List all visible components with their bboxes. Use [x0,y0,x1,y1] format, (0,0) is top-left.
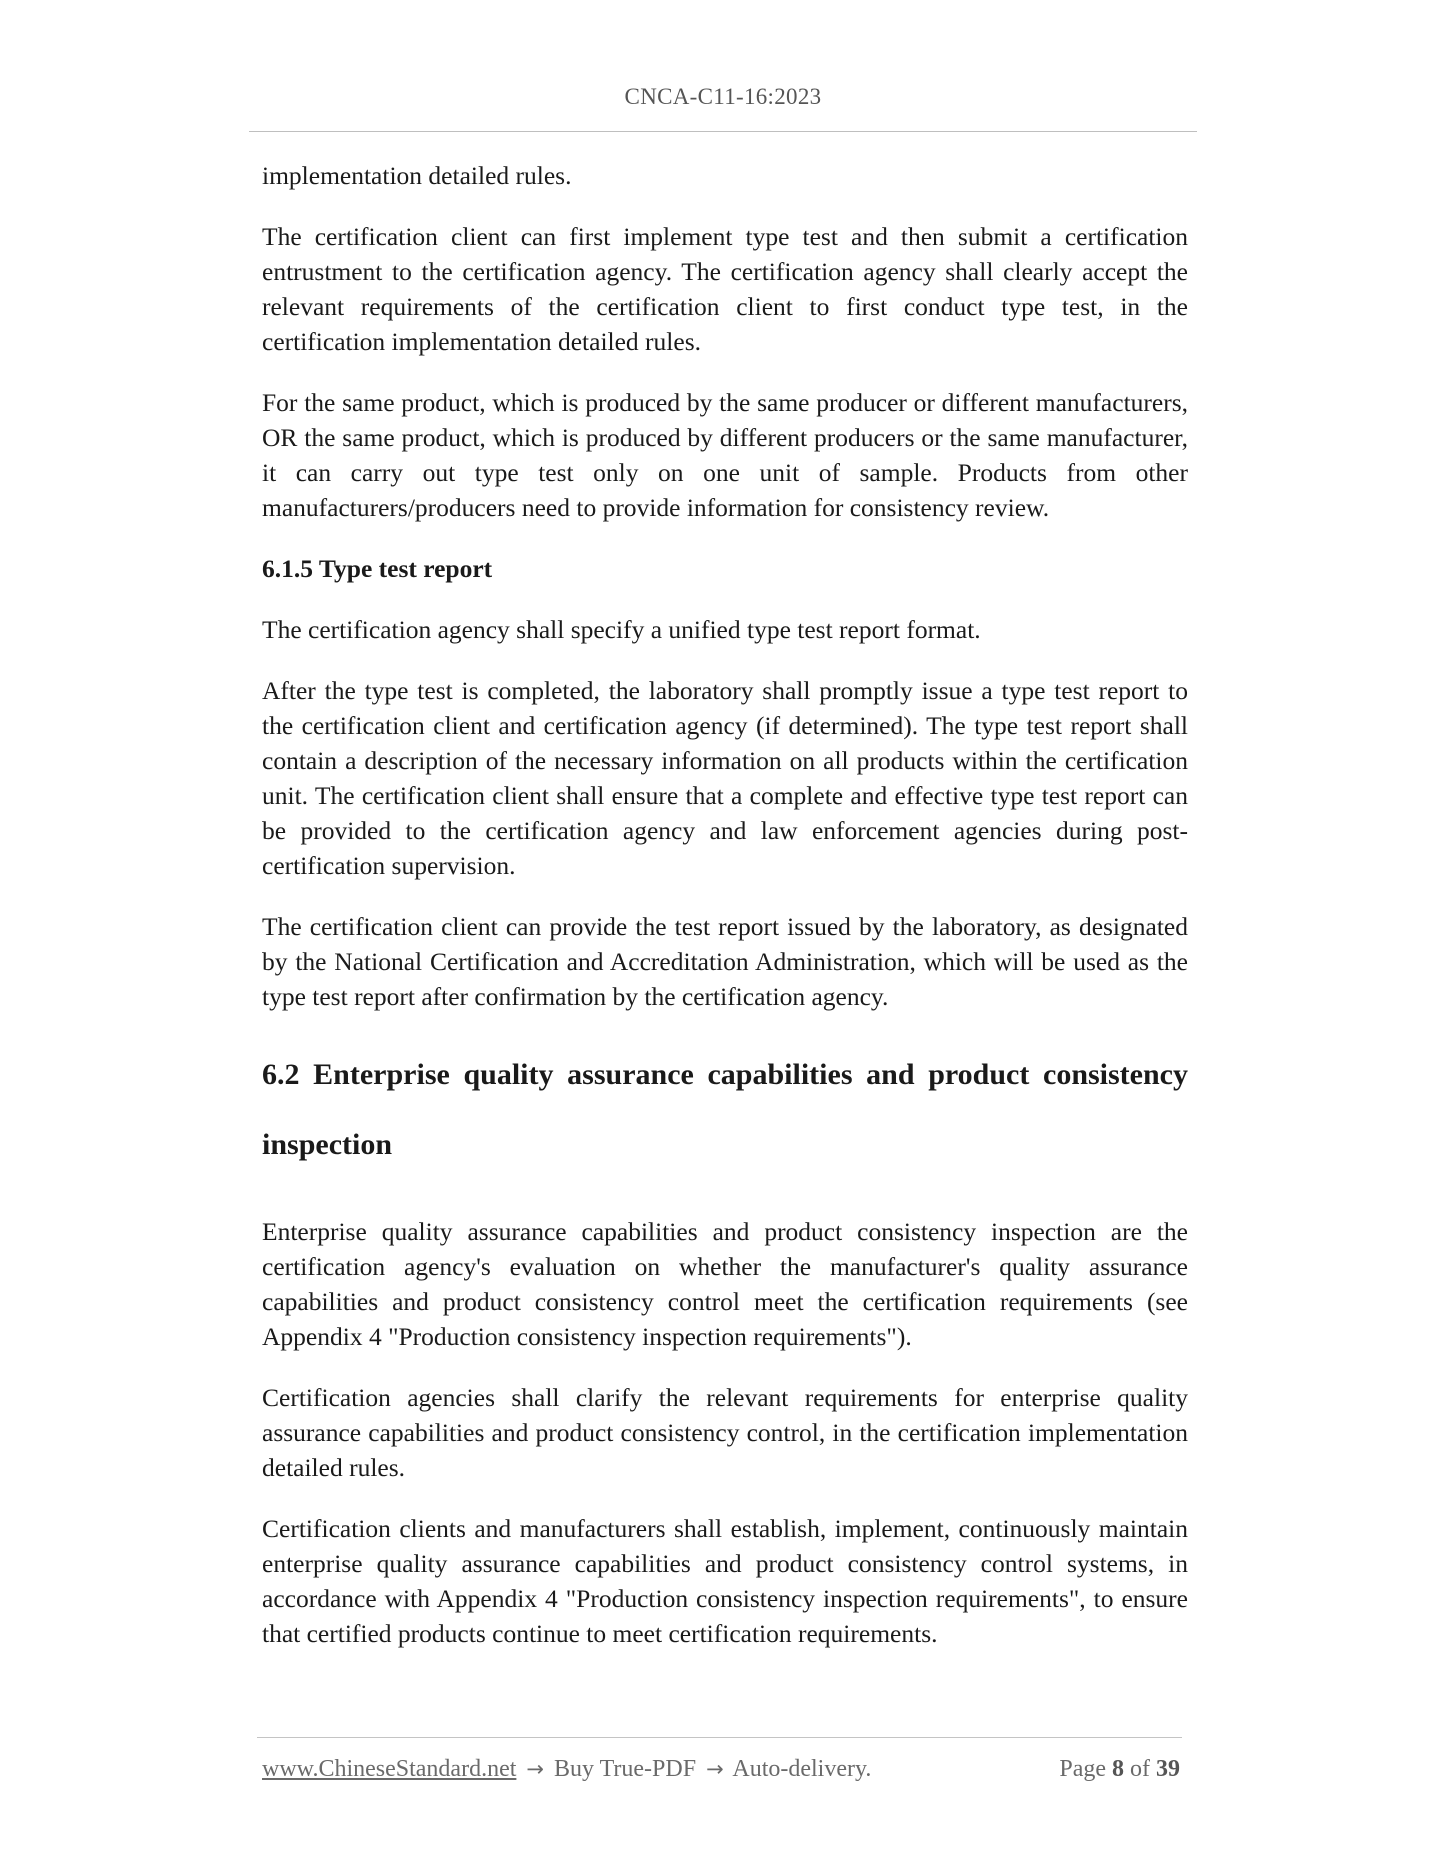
heading-6-2: 6.2 Enterprise quality assurance capabilities and product consistency inspection [262,1058,1188,1161]
page-current: 8 [1112,1756,1124,1782]
footer-divider [257,1737,1182,1738]
page-label: Page [1059,1756,1106,1782]
page-body [262,158,1188,1677]
heading-6-1-5: 6.1.5 Type test report [262,554,493,583]
paragraph-same-product: For the same product, which is produced by the same producer or different manufacturers, OR the same product, which is produced by different producers or the same manufacturer, it can carry out type test only on one unit of sample. Products from other manufacturers/producers need to provide information for consistency review. [262,388,1188,522]
site-link[interactable]: www.ChineseStandard.net [262,1756,517,1782]
auto-delivery-text: Auto-delivery. [732,1756,872,1782]
page-counter [1059,1756,1180,1783]
paragraph-eqa-definition: Enterprise quality assurance capabilities and product consistency inspection are the certification agency's evaluation on whether the manufacturer's quality assurance capabilities and product consistency control meet the certification requirements (see Appendix 4 "Production consistency inspection requirements"). [262,1217,1188,1351]
paragraph-clients-establish: Certification clients and manufacturers shall establish, implement, continuously maintain enterprise quality assurance capabilities and product consistency control systems, in accordance with Appendix 4 "Production consistency inspection requirements", to ensure that certified products continue to meet certification requirements. [262,1514,1188,1648]
page-total: 39 [1156,1756,1180,1782]
page-footer [262,1756,1182,1790]
arrow-right-icon: → [706,1757,724,1781]
footer-promo [262,1756,871,1783]
paragraph-continued: implementation detailed rules. [262,161,572,190]
arrow-right-icon: → [526,1757,544,1781]
paragraph-unified-format: The certification agency shall specify a unified type test report format. [262,615,981,644]
paragraph-designated-lab: The certification client can provide the test report issued by the laboratory, as designated by the National Certification and Accreditation Administration, which will be used as the type test report after confirmation by the certification agency. [262,912,1188,1011]
paragraph-agencies-clarify: Certification agencies shall clarify the relevant requirements for enterprise quality assurance capabilities and product consistency control, in the certification implementation detailed rules. [262,1383,1188,1482]
header-divider [249,131,1197,132]
buy-true-pdf-text: Buy True-PDF [554,1756,697,1782]
of-label: of [1130,1756,1150,1782]
document-id-header: CNCA-C11-16:2023 [624,84,822,109]
paragraph-after-test: After the type test is completed, the laboratory shall promptly issue a type test report to the certification client and certification agency (if determined). The type test report shall contain a description of the necessary information on all products within the certification unit. The certification client shall ensure that a complete and effective type test report can be provided to the certification agency and law enforcement agencies during post-certification supervision. [262,676,1188,880]
paragraph-client-type-test: The certification client can first implement type test and then submit a certification entrustment to the certification agency. The certification agency shall clearly accept the relevant requirements of the certification client to first conduct type test, in the certification implementation detailed rules. [262,222,1188,356]
